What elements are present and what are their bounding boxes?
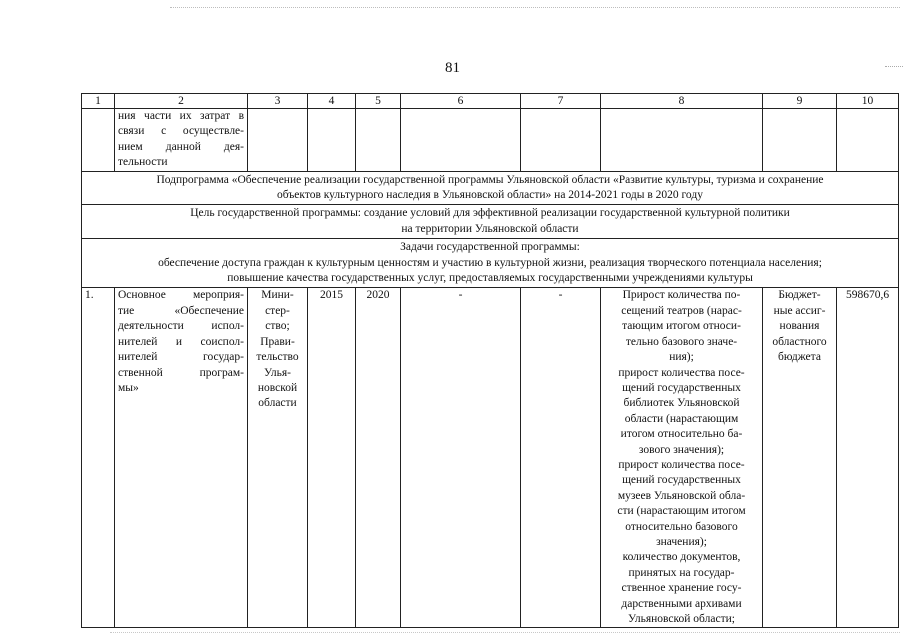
tasks-row <box>82 239 899 288</box>
column-number: 9 <box>763 94 837 109</box>
cell-empty <box>308 109 356 172</box>
cell-empty <box>837 109 899 172</box>
page-number: 81 <box>445 60 460 76</box>
continuation-row <box>82 109 899 172</box>
row-number: 1. <box>82 288 115 628</box>
column-number: 7 <box>521 94 601 109</box>
tasks-heading: Задачи государственной программы: обеспечение доступа граждан к культурным ценностям и участию в культурной жизни, реализация творческого потенциала населения; повышение качества государственных услуг, предоставляемых государственными учреждениями культуры <box>82 239 899 288</box>
subprogram-heading: Подпрограмма «Обеспечение реализации государственной программы Ульяновской области «Развитие культуры, туризма и сохранение объектов культурного наследия в Ульяновской области» на 2014-2021 годы в 2020 году <box>82 171 899 205</box>
cell-empty <box>248 109 308 172</box>
funding-source: Бюджет- ные ассиг- нования областного бюджета <box>763 288 837 628</box>
cell-empty <box>356 109 401 172</box>
subprogram-row <box>82 171 899 205</box>
end-year: 2020 <box>356 288 401 628</box>
column-number: 2 <box>115 94 248 109</box>
column-number: 4 <box>308 94 356 109</box>
cell-empty <box>763 109 837 172</box>
goal-row <box>82 205 899 239</box>
table-row <box>82 288 899 628</box>
column-7-value: - <box>521 288 601 628</box>
cell-empty <box>401 109 521 172</box>
cell-empty <box>521 109 601 172</box>
column-number: 10 <box>837 94 899 109</box>
continuation-text: ния части их затрат в связи с осуществле- нием данной дея- тельности <box>115 109 248 172</box>
column-number: 6 <box>401 94 521 109</box>
cell-empty <box>601 109 763 172</box>
column-6-value: - <box>401 288 521 628</box>
executor: Мини- стер- ство; Прави- тельство Улья- новской области <box>248 288 308 628</box>
column-number: 3 <box>248 94 308 109</box>
column-number: 1 <box>82 94 115 109</box>
start-year: 2015 <box>308 288 356 628</box>
target-indicators: Прирост количества по- сещений театров (нарас- тающим итогом относи- тельно базового значе- ния); прирост количества посе- щений государственных библиотек Ульяновской области (нарастающим итогом относительно ба- зового значения); прирост количества посе- щений государственных музеев Ульяновской обла- сти (нарастающим итогом относительно базового значения); количество документов, принятых на государ- ственное хранение госу- дарственными архивами Ульяновской области; <box>601 288 763 628</box>
column-number: 5 <box>356 94 401 109</box>
goal-heading: Цель государственной программы: создание условий для эффективной реализации государственной культурной политики на территории Ульяновской области <box>82 205 899 239</box>
funding-amount: 598670,6 <box>837 288 899 628</box>
activity-name: Основное мероприя- тие «Обеспечение деятельности испол- нителей и соиспол- нителей государ- ственной програм- мы» <box>115 288 248 628</box>
column-number: 8 <box>601 94 763 109</box>
column-number-row <box>82 94 899 109</box>
scan-artifact-top <box>170 7 900 10</box>
scan-artifact-bottom <box>110 632 900 635</box>
cell-empty <box>82 109 115 172</box>
program-table <box>81 93 899 628</box>
